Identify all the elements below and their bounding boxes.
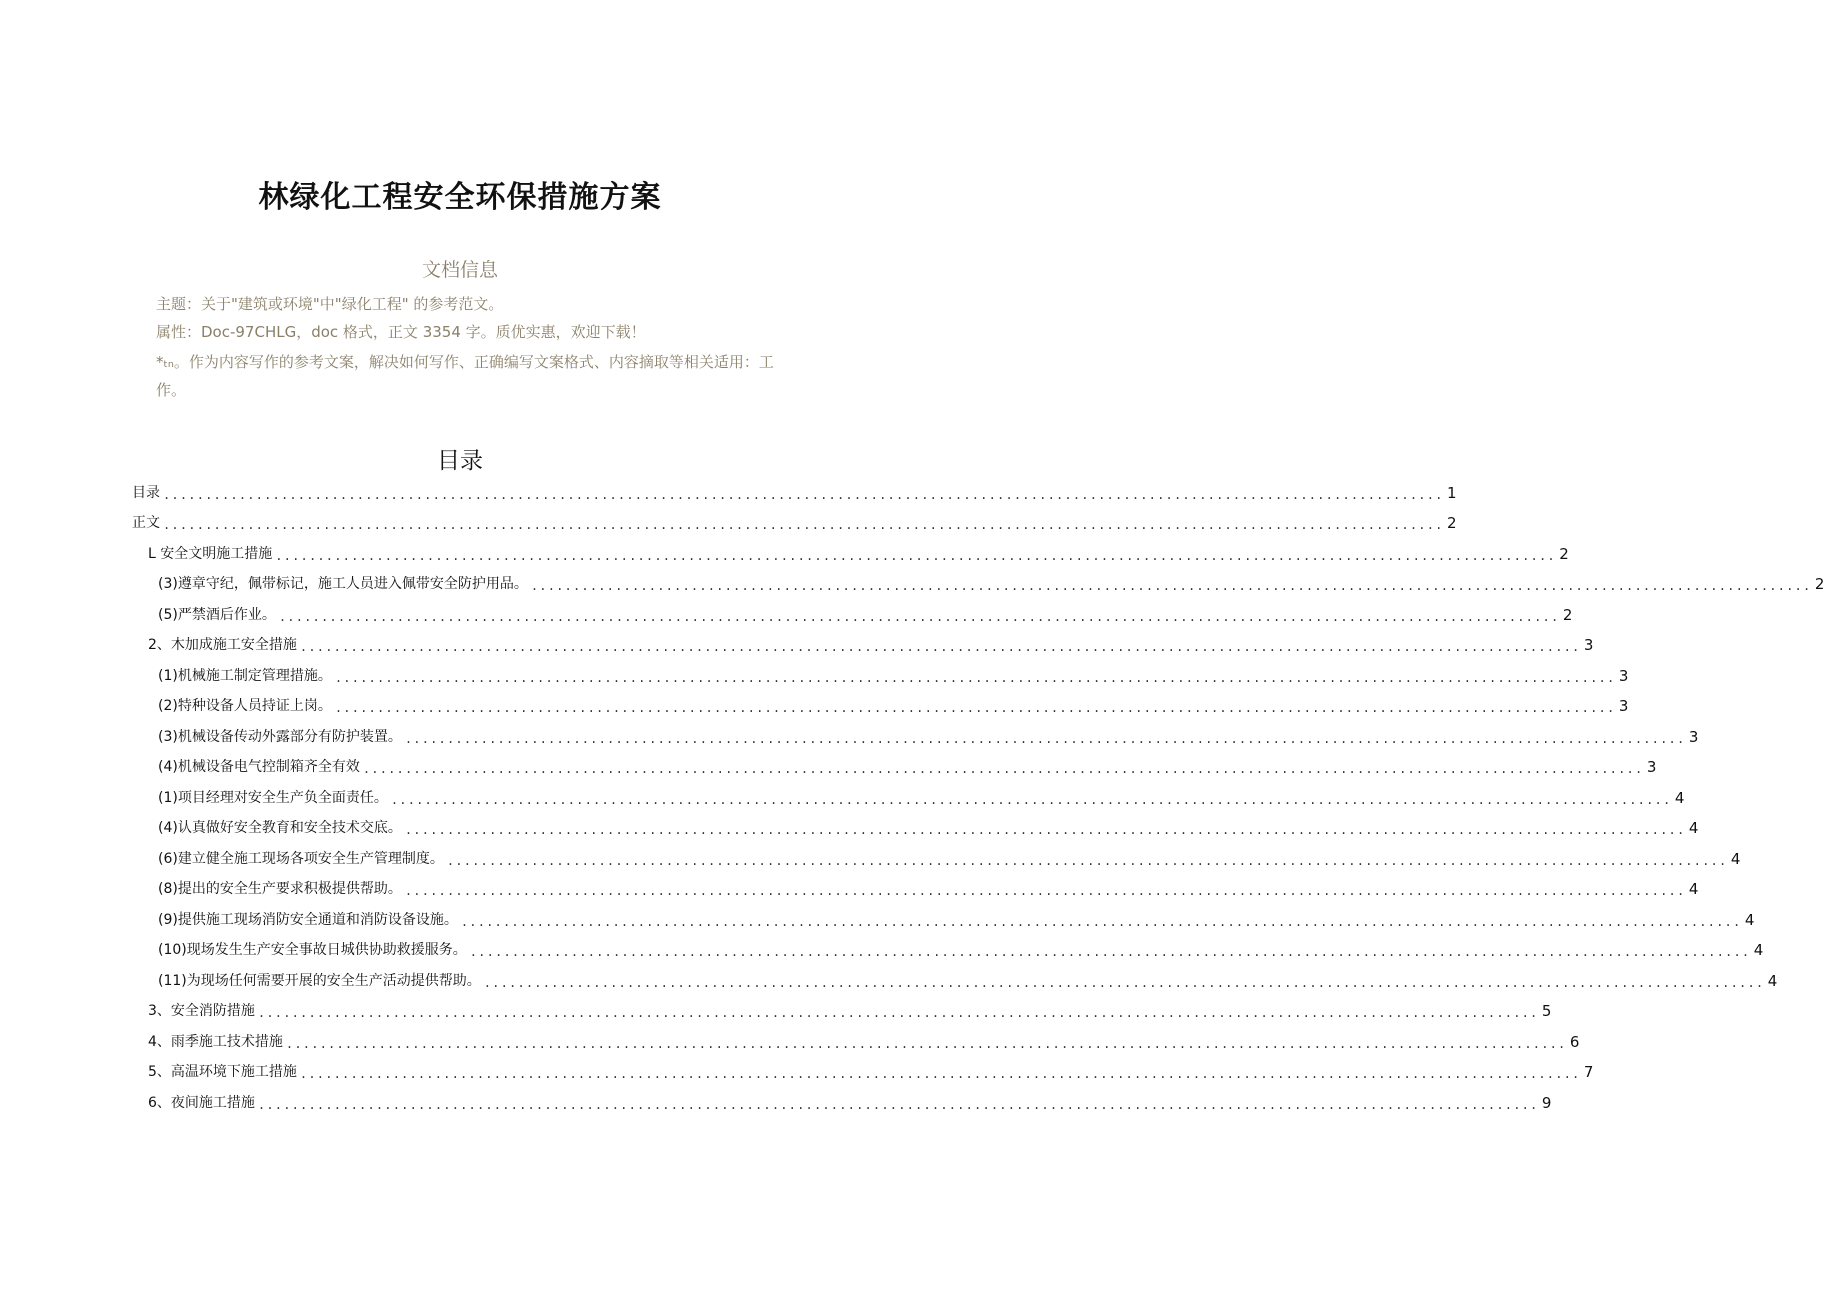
- toc-leader-dots: ........................................................................................................................................................: [530, 579, 1812, 593]
- toc-entry[interactable]: [158, 722, 1699, 746]
- toc-entry-page: 4: [1730, 850, 1741, 868]
- toc-entry[interactable]: [158, 905, 1755, 929]
- document-info-heading: 文档信息: [421, 259, 498, 281]
- toc-entry-page: 3: [1688, 728, 1699, 746]
- toc-entry[interactable]: [158, 935, 1764, 959]
- document-info-usage: *ₜₙ。作为内容写作的参考文案，解决如何写作、正确编写文案格式、内容摘取等相关适用：工作。: [156, 353, 774, 399]
- toc-entry-label: (4)认真做好安全教育和安全技术交底。: [158, 820, 402, 836]
- toc-leader-dots: ........................................................................................................................................................: [275, 549, 1556, 563]
- toc-entry-page: 9: [1541, 1094, 1552, 1112]
- toc-leader-dots: ........................................................................................................................................................: [278, 610, 1560, 624]
- toc-entry-page: 4: [1744, 911, 1755, 929]
- toc-entry-page: 7: [1583, 1063, 1594, 1081]
- toc-entry-label: 正文: [132, 515, 160, 531]
- toc-entry-label: 目录: [132, 485, 160, 501]
- toc-leader-dots: ........................................................................................................................................................: [483, 976, 1765, 990]
- toc-entry[interactable]: [158, 691, 1629, 715]
- toc-entry[interactable]: [148, 1027, 1580, 1051]
- toc-leader-dots: ........................................................................................................................................................: [469, 945, 1751, 959]
- toc-entry-page: 4: [1753, 941, 1764, 959]
- toc-entry-label: L 安全文明施工措施: [148, 546, 273, 562]
- toc-leader-dots: ........................................................................................................................................................: [334, 671, 1616, 685]
- toc-entry-page: 4: [1767, 972, 1778, 990]
- toc-leader-dots: ........................................................................................................................................................: [299, 1067, 1581, 1081]
- toc-entry-label: (9)提供施工现场消防安全通道和消防设备设施。: [158, 912, 458, 928]
- toc-leader-dots: ........................................................................................................................................................: [299, 640, 1581, 654]
- toc-leader-dots: ........................................................................................................................................................: [404, 884, 1686, 898]
- toc-entry-page: 6: [1569, 1033, 1580, 1051]
- toc-entry-label: (5)严禁酒后作业。: [158, 607, 276, 623]
- toc-entry[interactable]: [158, 600, 1573, 624]
- toc-entry-page: 1: [1447, 484, 1457, 502]
- toc-entry[interactable]: [158, 661, 1629, 685]
- toc-entry-label: (1)项目经理对安全生产负全面责任。: [158, 790, 388, 806]
- toc-leader-dots: ........................................................................................................................................................: [334, 701, 1616, 715]
- toc-entry[interactable]: [132, 478, 1457, 502]
- toc-entry[interactable]: [132, 508, 1457, 532]
- toc-entry-label: (8)提出的安全生产要求积极提供帮助。: [158, 881, 402, 897]
- toc-entry-label: (11)为现场任何需要开展的安全生产活动提供帮助。: [158, 973, 481, 989]
- toc-entry-label: 6、夜间施工措施: [148, 1095, 255, 1111]
- toc-heading: 目录: [437, 448, 483, 474]
- toc-entry-label: 3、安全消防措施: [148, 1003, 255, 1019]
- toc-entry-page: 2: [1559, 545, 1569, 563]
- toc-leader-dots: ........................................................................................................................................................: [404, 823, 1686, 837]
- toc-entry-page: 3: [1618, 667, 1629, 685]
- toc-entry-label: 2、木加成施工安全措施: [148, 637, 297, 653]
- toc-leader-dots: ........................................................................................................................................................: [163, 488, 1444, 502]
- toc-entry-label: 5、高温环境下施工措施: [148, 1064, 297, 1080]
- toc-entry[interactable]: [148, 1057, 1594, 1081]
- toc-entry[interactable]: [158, 966, 1778, 990]
- toc-entry-page: 4: [1688, 819, 1699, 837]
- toc-leader-dots: ........................................................................................................................................................: [460, 915, 1742, 929]
- toc-entry[interactable]: [158, 752, 1657, 776]
- toc-leader-dots: ........................................................................................................................................................: [257, 1098, 1539, 1112]
- toc-leader-dots: ........................................................................................................................................................: [257, 1006, 1539, 1020]
- toc-entry-page: 4: [1674, 789, 1685, 807]
- toc-entry[interactable]: [158, 783, 1685, 807]
- toc-entry[interactable]: [148, 539, 1569, 563]
- toc-entry[interactable]: [158, 569, 1824, 593]
- toc-entry-label: (3)遵章守纪，佩带标记，施工人员进入佩带安全防护用品。: [158, 576, 528, 592]
- toc-entry-label: (2)特种设备人员持证上岗。: [158, 698, 332, 714]
- toc-entry-page: 5: [1541, 1002, 1552, 1020]
- document-info-attributes: 属性：Doc-97CHLG，doc 格式，正文 3354 字。质优实惠，欢迎下载！: [156, 323, 646, 341]
- toc-leader-dots: ........................................................................................................................................................: [404, 732, 1686, 746]
- toc-entry[interactable]: [148, 996, 1552, 1020]
- document-title: 林绿化工程安全环保措施方案: [258, 180, 662, 215]
- toc-entry-page: 4: [1688, 880, 1699, 898]
- toc-entry-page: 2: [1447, 514, 1457, 532]
- toc-entry-page: 3: [1646, 758, 1657, 776]
- toc-entry-label: 4、雨季施工技术措施: [148, 1034, 283, 1050]
- toc-entry-label: (6)建立健全施工现场各项安全生产管理制度。: [158, 851, 444, 867]
- toc-entry[interactable]: [158, 844, 1741, 868]
- toc-leader-dots: ........................................................................................................................................................: [390, 793, 1672, 807]
- toc-leader-dots: ........................................................................................................................................................: [362, 762, 1644, 776]
- toc-entry-label: (1)机械施工制定管理措施。: [158, 668, 332, 684]
- toc-leader-dots: ........................................................................................................................................................: [163, 518, 1444, 532]
- toc-leader-dots: ........................................................................................................................................................: [446, 854, 1728, 868]
- toc-leader-dots: ........................................................................................................................................................: [285, 1037, 1567, 1051]
- toc-entry-label: (4)机械设备电气控制箱齐全有效: [158, 759, 360, 775]
- toc-entry-page: 3: [1618, 697, 1629, 715]
- toc-entry[interactable]: [148, 1088, 1552, 1112]
- toc-entry[interactable]: [148, 630, 1594, 654]
- toc-entry[interactable]: [158, 813, 1699, 837]
- toc-entry-label: (3)机械设备传动外露部分有防护装置。: [158, 729, 402, 745]
- document-info-subject: 主题：关于"建筑或环境"中"绿化工程" 的参考范文。: [156, 295, 504, 313]
- toc-entry-page: 3: [1583, 636, 1594, 654]
- toc-entry-page: 2: [1562, 606, 1573, 624]
- toc-entry[interactable]: [158, 874, 1699, 898]
- toc-entry-page: 2: [1814, 575, 1824, 593]
- toc-entry-label: (10)现场发生生产安全事故日城供协助救援服务。: [158, 942, 467, 958]
